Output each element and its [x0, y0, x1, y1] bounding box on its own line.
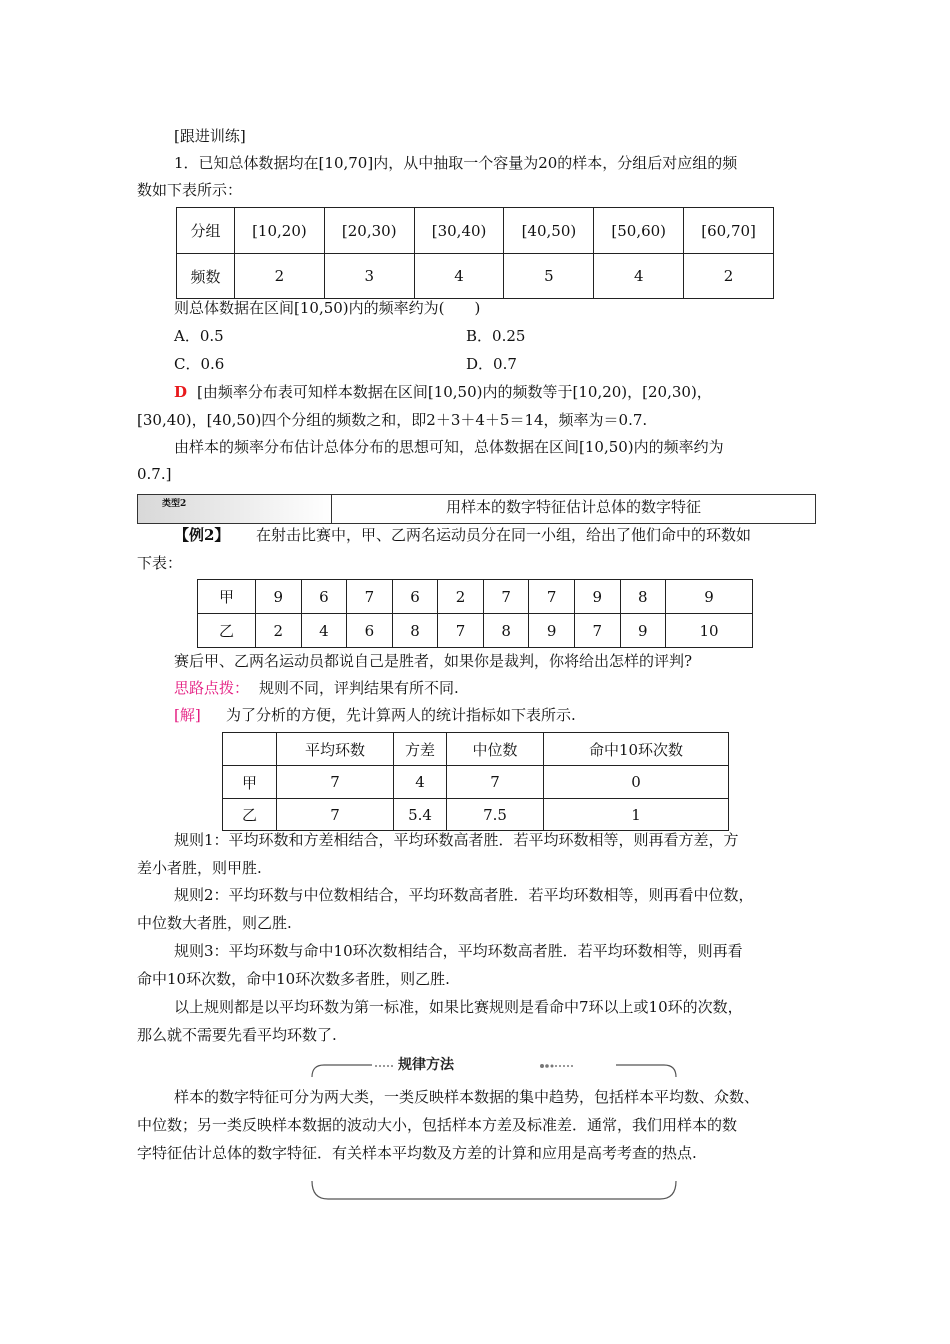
table-cell: 8	[483, 614, 529, 648]
rule-line: 规则1：平均环数和方差相结合，平均环数高者胜．若平均环数相等，则再看方差，方	[174, 831, 739, 849]
solution-text: 为了分析的方便，先计算两人的统计指标如下表所示.	[226, 706, 576, 724]
table-cell: 4	[594, 254, 684, 299]
method-line: 中位数；另一类反映样本数据的波动大小，包括样本方差及标准差．通常，我们用样本的数	[137, 1116, 738, 1134]
rule-line: 差小者胜，则甲胜.	[137, 859, 262, 877]
conclusion-line: 以上规则都是以平均环数为第一标准，如果比赛规则是看命中7环以上或10环的次数，	[174, 998, 743, 1016]
table-cell: 10	[666, 614, 753, 648]
section-type-bar	[137, 494, 816, 524]
table-cell: 4	[414, 254, 504, 299]
question-line: 1．已知总体数据均在[10,70]内，从中抽取一个容量为20的样本，分组后对应组的频	[174, 154, 738, 172]
type-label	[138, 495, 332, 523]
option-b: B．0.25	[466, 327, 526, 345]
method-title: 规律方法	[394, 1055, 458, 1075]
answer-line: 0.7.]	[137, 465, 172, 483]
table-cell: 2	[235, 254, 325, 299]
table-cell: 9	[529, 614, 575, 648]
table-cell: [50,60)	[594, 208, 684, 254]
table-cell: 9	[574, 580, 620, 614]
table-cell: 命中10环次数	[544, 733, 729, 766]
table-cell: 7	[277, 766, 394, 799]
solution-label: [解]	[174, 706, 201, 724]
stats-table	[222, 732, 729, 831]
answer-line: 由样本的频率分布估计总体分布的思想可知，总体数据在区间[10,50)内的频率约为	[174, 438, 724, 456]
table-cell: 6	[347, 614, 393, 648]
example-line: 下表：	[137, 554, 183, 572]
answer-line: [由频率分布表可知样本数据在区间[10,50)内的频数等于[10,20)，[20,30)，	[197, 383, 712, 401]
question-line: 数如下表所示：	[137, 181, 243, 199]
scores-table	[197, 579, 753, 648]
table-cell: 2	[438, 580, 484, 614]
table-cell: 9	[620, 614, 666, 648]
table-cell: 甲	[198, 580, 256, 614]
table-cell: 中位数	[447, 733, 544, 766]
rule-line: 规则3：平均环数与命中10环次数相结合，平均环数高者胜．若平均环数相等，则再看	[174, 942, 743, 960]
table-cell: 8	[620, 580, 666, 614]
table-cell: 7	[574, 614, 620, 648]
table-cell: 7.5	[447, 799, 544, 831]
table-cell: 6	[301, 580, 347, 614]
rule-line: 规则2：平均环数与中位数相结合，平均环数高者胜．若平均环数相等，则再看中位数，	[174, 886, 754, 904]
question-text: 则总体数据在区间[10,50)内的频率约为( )	[174, 299, 481, 317]
table-cell: 7	[438, 614, 484, 648]
table-cell: [40,50)	[504, 208, 594, 254]
table-cell: 1	[544, 799, 729, 831]
rule-line: 命中10环次数，命中10环次数多者胜，则乙胜.	[137, 970, 450, 988]
option-d: D．0.7	[466, 355, 517, 373]
example-question: 赛后甲、乙两名运动员都说自己是胜者，如果你是裁判，你将给出怎样的评判?	[174, 652, 693, 670]
table-cell: 分组	[177, 208, 235, 254]
table-cell: [30,40)	[414, 208, 504, 254]
type-label-text: 类型2	[162, 499, 187, 509]
table-cell: 方差	[394, 733, 447, 766]
table-cell: 9	[666, 580, 753, 614]
table-cell: [60,70]	[684, 208, 774, 254]
table-cell: 5	[504, 254, 594, 299]
table-cell: 0	[544, 766, 729, 799]
table-cell: 8	[392, 614, 438, 648]
table-cell: 6	[392, 580, 438, 614]
table-cell: 9	[256, 580, 302, 614]
table-cell: 频数	[177, 254, 235, 299]
method-line: 字特征估计总体的数字特征．有关样本平均数及方差的计算和应用是高考考查的热点.	[137, 1144, 697, 1162]
table-cell: 7	[529, 580, 575, 614]
type-title: 用样本的数字特征估计总体的数字特征	[445, 498, 701, 516]
hint-label: 思路点拨：	[174, 679, 250, 697]
table-cell: [10,20)	[235, 208, 325, 254]
table-cell: 4	[301, 614, 347, 648]
table-cell: 5.4	[394, 799, 447, 831]
table-cell	[223, 733, 277, 766]
table-cell: 7	[277, 799, 394, 831]
table-cell: 平均环数	[277, 733, 394, 766]
table-cell: 乙	[198, 614, 256, 648]
method-line: 样本的数字特征可分为两大类，一类反映样本数据的集中趋势，包括样本平均数、众数、	[174, 1088, 760, 1106]
table-cell: 2	[684, 254, 774, 299]
table-cell: 7	[483, 580, 529, 614]
rule-line: 中位数大者胜，则乙胜.	[137, 914, 292, 932]
option-c: C．0.6	[174, 355, 225, 373]
frequency-table	[176, 207, 774, 299]
table-cell: 7	[347, 580, 393, 614]
table-cell: 甲	[223, 766, 277, 799]
section-heading: [跟进训练]	[174, 127, 246, 145]
table-cell: 2	[256, 614, 302, 648]
hint-text: 规则不同，评判结果有所不同.	[259, 679, 459, 697]
answer-line: [30,40)，[40,50)四个分组的频数之和，即2＋3＋4＋5＝14，频率为＝0.7.	[137, 411, 648, 429]
conclusion-line: 那么就不需要先看平均环数了.	[137, 1026, 337, 1044]
table-cell: 7	[447, 766, 544, 799]
example-line: 在射击比赛中，甲、乙两名运动员分在同一小组，给出了他们命中的环数如	[256, 526, 752, 544]
table-cell: 3	[324, 254, 414, 299]
table-cell: 4	[394, 766, 447, 799]
answer-letter: D	[174, 383, 188, 401]
table-cell: 乙	[223, 799, 277, 831]
option-a: A．0.5	[174, 327, 224, 345]
example-tag: 【例2】	[174, 526, 230, 544]
table-cell: [20,30)	[324, 208, 414, 254]
